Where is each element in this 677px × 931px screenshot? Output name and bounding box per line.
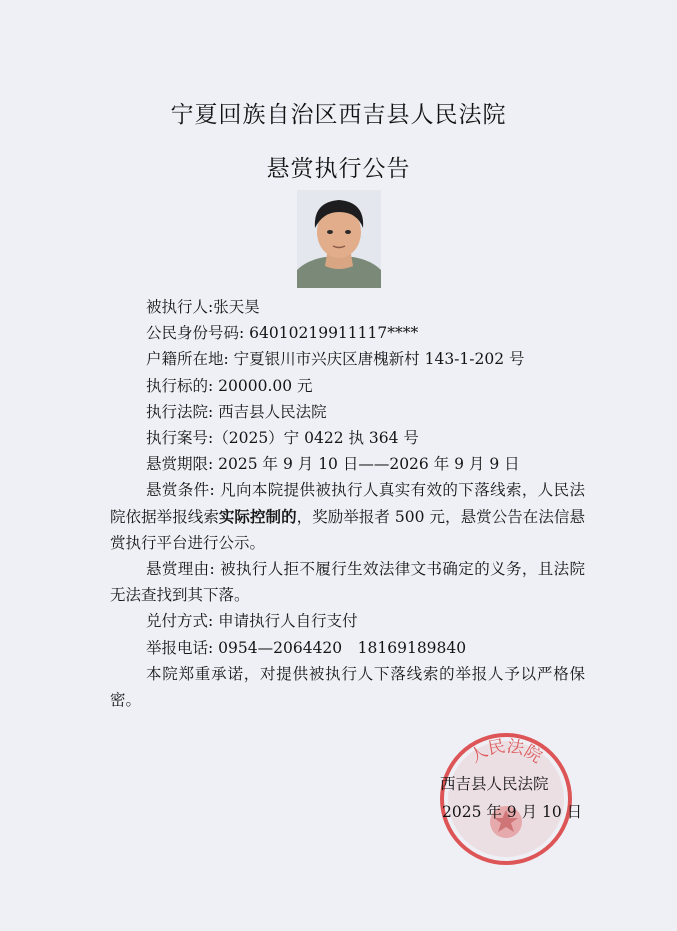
conditions-text-end: ，奖励举报者 500 元，悬赏公告在法信悬赏执行平台进行公示。 (110, 507, 585, 552)
payment-label: 兑付方式: (146, 612, 214, 631)
field-label: 悬赏期限: (146, 455, 214, 474)
field-value: 64010219911117**** (249, 324, 419, 343)
payment-value: 申请执行人自行支付 (218, 612, 358, 631)
reward-conditions (110, 477, 585, 556)
signature-block (440, 770, 590, 826)
field-label: 户籍所在地: (146, 350, 229, 369)
phone-label: 举报电话: (146, 638, 214, 657)
field-label: 执行案号: (146, 429, 214, 448)
phone-value: 0954—2064420 18169189840 (218, 638, 467, 657)
field-value: 张天昊 (213, 298, 260, 316)
confidentiality-promise: 本院郑重承诺，对提供被执行人下落线索的举报人予以严格保密。 (110, 664, 585, 710)
conditions-label: 悬赏条件: (146, 481, 215, 500)
conditions-bold-text: 实际控制的 (218, 506, 297, 526)
field-label: 执行法院: (146, 402, 214, 421)
reason-text: 被执行人拒不履行生效法律文书确定的义务，且法院无法查找到其下落。 (110, 560, 585, 605)
field-label: 执行标的: (146, 376, 214, 395)
notice-body (110, 294, 585, 713)
field-court (110, 399, 585, 425)
field-name (110, 294, 585, 320)
field-case (110, 425, 585, 451)
conditions-text: 凡向本院提供被执行人真实有效的下落线索，人民法院依据举报线索 (110, 481, 585, 526)
field-label: 公民身份号码: (146, 324, 245, 343)
person-photo (297, 190, 381, 288)
field-amount (110, 373, 585, 399)
field-value: 2025 年 9 月 10 日——2026 年 9 月 9 日 (218, 455, 520, 474)
field-period (110, 451, 585, 477)
field-id (110, 320, 585, 346)
field-label: 被执行人: (146, 298, 214, 316)
person-portrait-icon (297, 190, 381, 288)
field-value: 20000.00 元 (218, 376, 313, 395)
signature-date: 2025 年 9 月 10 日 (442, 803, 583, 821)
field-address (110, 346, 585, 372)
reward-reason (110, 556, 585, 608)
notice-title: 悬赏执行公告 (266, 156, 411, 182)
reason-label: 悬赏理由: (146, 560, 215, 579)
field-value: 宁夏银川市兴庆区唐槐新村 143-1-202 号 (233, 350, 525, 369)
signature-court: 西吉县人民法院 (440, 775, 549, 793)
court-heading: 宁夏回族自治区西吉县人民法院 (170, 102, 507, 128)
seal-arc-text: 人民法院 (466, 736, 546, 768)
field-value: （2025）宁 0422 执 364 号 (213, 429, 419, 448)
field-value: 西吉县人民法院 (218, 402, 327, 421)
payment-method (110, 608, 585, 634)
report-phone (110, 635, 585, 661)
